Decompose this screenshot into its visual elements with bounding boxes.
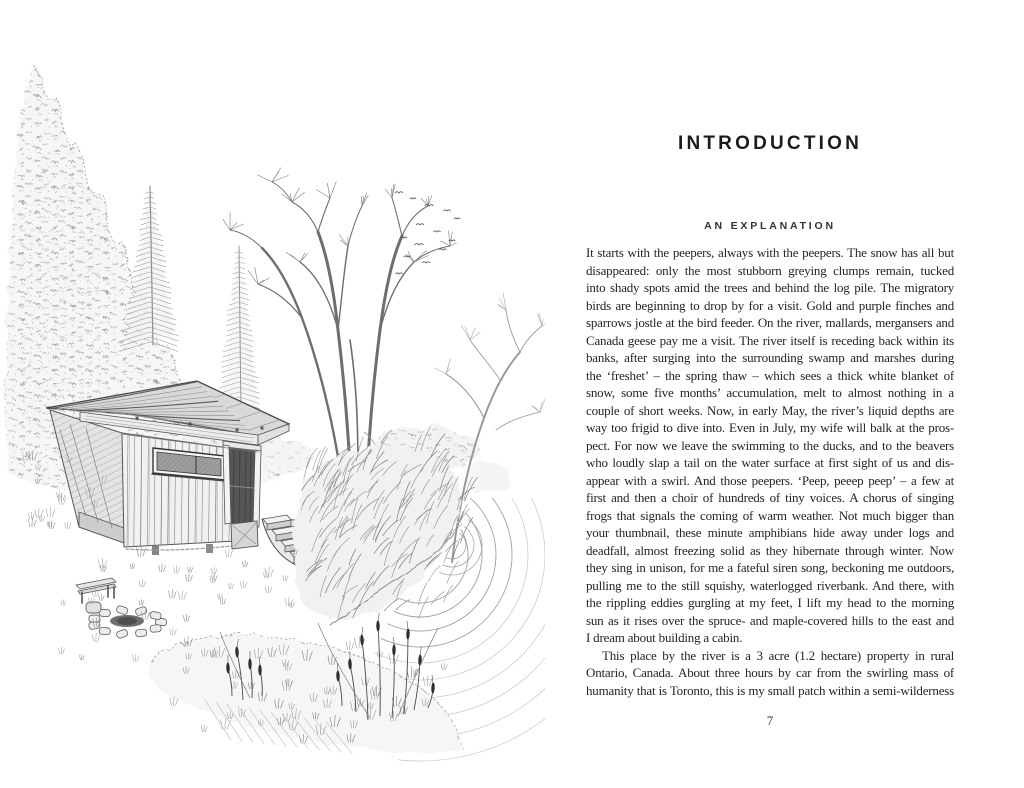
body-line: It starts with the peepers, always with the peepers. The snow has all but bbox=[586, 244, 954, 262]
body-line: the ‘freshet’ – the spring thaw – which sees a thick white blanket of bbox=[586, 367, 954, 385]
body-line: they sing in unison, for me a fateful siren song, beckoning me outdoors, bbox=[586, 559, 954, 577]
body-line: Ontario, Canada. About three hours by car from the swirling mass of bbox=[586, 664, 954, 682]
body-line: the rippling eddies gurgling at my feet, I lift my head to the morning bbox=[586, 594, 954, 612]
body-line: deadfall, almost freezing solid as they hibernate through winter. Now bbox=[586, 542, 954, 560]
body-line: disappeared: only the most stubborn greying clumps remain, tucked bbox=[586, 262, 954, 280]
bench bbox=[76, 578, 116, 603]
body-line: appear with a swirl. And those peepers. ‘Peep, peeep peep’ – a few at bbox=[586, 472, 954, 490]
body-line: couple of short weeks. Now, in early May, the river’s liquid depths are bbox=[586, 402, 954, 420]
body-line: into shady spots amid the trees and behind the log pile. The migratory bbox=[586, 279, 954, 297]
section-subheading: AN EXPLANATION bbox=[586, 220, 954, 232]
foreground-bank bbox=[149, 635, 462, 753]
body-line: birds are beginning to drop by for a visit. Gold and purple finches and bbox=[586, 297, 954, 315]
body-line: sun as it rises over the spruce- and maple-covered hills to the east and bbox=[586, 612, 954, 630]
body-text bbox=[586, 244, 954, 699]
body-line: way too frigid to dive into. Even in July, my wife will balk at the pros- bbox=[586, 419, 954, 437]
page-number: 7 bbox=[586, 713, 954, 729]
body-line: banks, after surging into the surrounding swamp and marshes during bbox=[586, 349, 954, 367]
body-line: your thumbnail, these minute amphibians hide away under logs and bbox=[586, 524, 954, 542]
body-line: snow, some five months’ accumulation, melt to almost nothing in a bbox=[586, 384, 954, 402]
cabin-door bbox=[223, 441, 261, 527]
page-right bbox=[586, 0, 954, 783]
body-line: pect. For now we leave the swimming to the ducks, and to the beavers bbox=[586, 437, 954, 455]
body-line: frogs that signals the coming of warm weather. Not much bigger than bbox=[586, 507, 954, 525]
body-line: Canada geese pay me a visit. The river itself is receding back within its bbox=[586, 332, 954, 350]
body-line: I dream about building a cabin. bbox=[586, 629, 954, 647]
chapter-title: INTRODUCTION bbox=[586, 133, 954, 155]
body-line: sparrows jostle at the bird feeder. On the river, mallards, mergansers and bbox=[586, 314, 954, 332]
body-line: who loudly slap a tail on the water surface at first sight of us and dis- bbox=[586, 454, 954, 472]
body-line: first and then a choir of hundreds of tiny voices. A chorus of singing bbox=[586, 489, 954, 507]
fire-pit bbox=[86, 602, 167, 639]
body-line: humanity that is Toronto, this is my small patch within a semi-wilderness bbox=[586, 682, 954, 700]
body-line: This place by the river is a 3 acre (1.2 hectare) property in rural bbox=[586, 647, 954, 665]
body-line: pulling me to the still squishy, waterlogged riverbank. And there, with bbox=[586, 577, 954, 595]
